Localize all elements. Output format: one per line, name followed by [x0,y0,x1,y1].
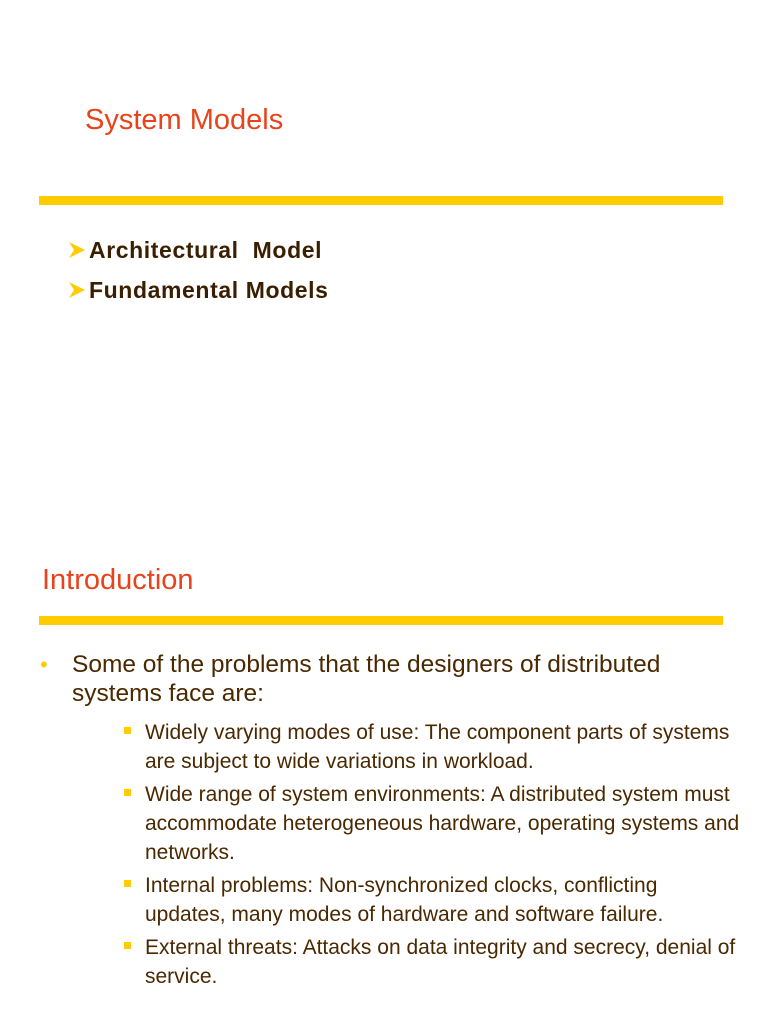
title-divider [39,196,723,205]
bullet-item-problems [30,650,740,991]
list-item-fundamental-models [68,270,329,310]
slide-title: Introduction [42,564,194,596]
slide-title: System Models [85,104,284,136]
sub-item-text: External threats: Attacks on data integrity and secrecy, denial of service. [145,936,736,988]
title-divider [39,616,723,625]
sub-item-system-environments [114,780,740,867]
square-bullet-icon [124,727,131,734]
square-bullet-icon [124,880,131,887]
sub-item-text: Widely varying modes of use: The component parts of systems are subject to wide variations in workload. [145,721,730,773]
bullet-list [30,650,740,995]
sub-item-text: Wide range of system environments: A distributed system must accommodate heterogeneous hardware, operating systems and networks. [145,783,740,864]
model-list [68,230,329,310]
square-bullet-icon [124,942,131,949]
list-item-label: Fundamental Models [89,276,329,303]
sub-bullet-list [72,718,740,991]
sub-item-internal-problems [114,871,740,929]
square-bullet-icon [124,789,131,796]
bullet-text: Some of the problems that the designers of distributed systems face are: [72,651,661,707]
round-bullet-icon: • [40,652,48,677]
sub-item-external-threats [114,933,740,991]
slide-introduction [0,512,768,1024]
list-item-label: Architectural Model [89,236,323,263]
arrow-bullet-icon [68,280,86,300]
arrow-bullet-icon [68,240,86,260]
sub-item-modes-of-use [114,718,740,776]
sub-item-text: Internal problems: Non-synchronized clocks, conflicting updates, many modes of hardware and software failure. [145,874,664,926]
list-item-architectural-model [68,230,329,270]
